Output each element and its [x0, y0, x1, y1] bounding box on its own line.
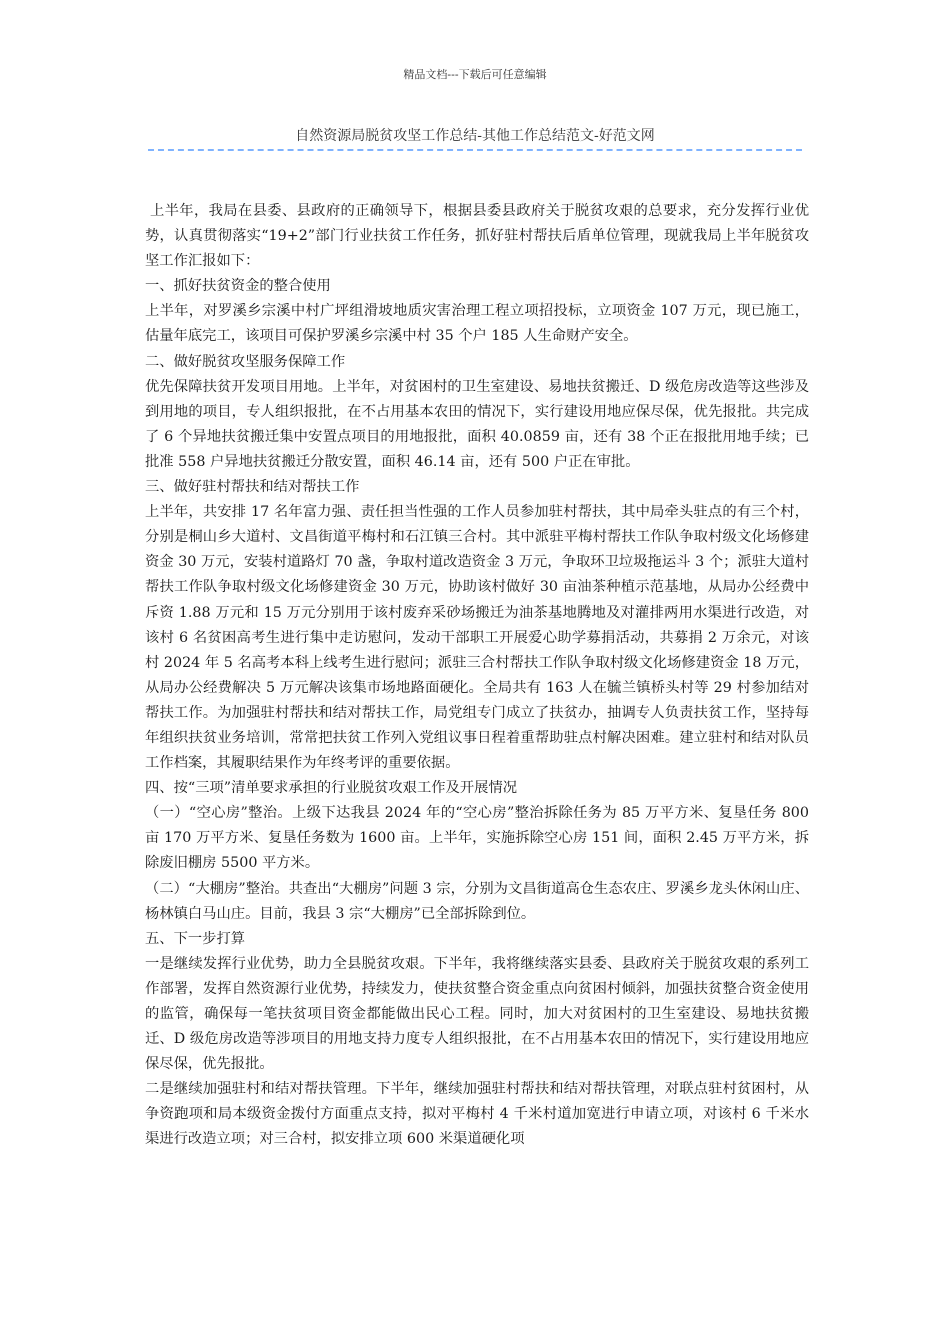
document-body — [145, 199, 809, 1153]
section-4-paragraph-b: （二）“大棚房”整治。共查出“大棚房”问题 3 宗，分别为文昌街道高仓生态农庄、罗溪乡龙头休闲山庄、杨林镇白马山庄。目前，我县 3 宗“大棚房”已全部拆除到位。 — [145, 880, 809, 922]
document-title: 自然资源局脱贫攻坚工作总结-其他工作总结范文-好范文网 — [295, 128, 655, 144]
section-heading-4: 四、按“三项”清单要求承担的行业脱贫攻艰工作及开展情况 — [145, 780, 518, 797]
section-heading-5: 五、下一步打算 — [145, 930, 246, 947]
title-divider — [148, 149, 802, 151]
section-5-paragraph-b: 二是继续加强驻村和结对帮扶管理。下半年，继续加强驻村帮扶和结对帮扶管理，对联点驻村贫困村，从争资跑项和局本级资金拨付方面重点支持，拟对平梅村 4 千米村道加宽进行申请立项，对该村 6 千米水渠进行改造立项；对三合村，拟安排立项 600 米渠道硬化项 — [145, 1081, 809, 1148]
section-4-paragraph-a: （一）“空心房”整治。上级下达我县 2024 年的“空心房”整治拆除任务为 85 万平方米、复垦任务 800 亩 170 万平方米、复垦任务数为 1600 亩。上半年，实施拆除空心房 151 间，面积 2.45 万平方米，拆除废旧棚房 5500 平方米。 — [145, 805, 809, 872]
section-2-paragraph: 优先保障扶贫开发项目用地。上半年，对贫困村的卫生室建设、易地扶贫搬迁、D 级危房改造等这些涉及到用地的项目，专人组织报批，在不占用基本农田的情况下，实行建设用地应保尽保，优先报批。共完成了 6 个异地扶贫搬迁集中安置点项目的用地报批，面积 40.0859 亩，还有 38 个正在报批用地手续；已批准 558 户异地扶贫搬迁分散安置，面积 46.14 亩，还有 500 户正在审批。 — [145, 378, 809, 470]
section-5-paragraph-a: 一是继续发挥行业优势，助力全县脱贫攻艰。下半年，我将继续落实县委、县政府关于脱贫攻艰的系列工作部署，发挥自然资源行业优势，持续发力，使扶贫整合资金重点向贫困村倾斜，加强扶贫整合资金使用的监管，确保每一笔扶贫项目资金都能做出民心工程。同时，加大对贫困村的卫生室建设、易地扶贫搬迁、D 级危房改造等涉项目的用地支持力度专人组织报批，在不占用基本农田的情况下，实行建设用地应保尽保，优先报批。 — [145, 955, 809, 1073]
section-3-paragraph: 上半年，共安排 17 名年富力强、责任担当性强的工作人员参加驻村帮扶，其中局牵头驻点的有三个村，分别是桐山乡大道村、文昌街道平梅村和石江镇三合村。其中派驻平梅村帮扶工作队争取村级文化场修建资金 30 万元，安装村道路灯 70 盏，争取村道改造资金 3 万元，争取环卫垃圾拖运斗 3 个；派驻大道村帮扶工作队争取村级文化场修建资金 30 万元，协助该村做好 30 亩油茶种植示范基地，从局办公经费中斥资 1.88 万元和 15 万元分别用于该村废弃采砂场搬迁为油茶基地腾地及对灌排两用水渠进行改造，对该村 6 名贫困高考生进行集中走访慰问，发动干部职工开展爱心助学募捐活动，共募捐 2 万余元，对该村 2024 年 5 名高考本科上线考生进行慰问；派驻三合村帮扶工作队争取村级文化场修建资金 18 万元，从局办公经费解决 5 万元解决该集市场地路面硬化。全局共有 163 人在毓兰镇桥头村等 29 村参加结对帮扶工作。为加强驻村帮扶和结对帮扶工作，局党组专门成立了扶贫办，抽调专人负责扶贫工作，坚持每年组织扶贫业务培训，常常把扶贫工作列入党组议事日程着重帮助驻点村解决困难。建立驻村和结对队员工作档案，其履职结果作为年终考评的重要依据。 — [145, 504, 809, 772]
section-heading-3: 三、做好驻村帮扶和结对帮扶工作 — [145, 479, 360, 496]
section-heading-2: 二、做好脱贫攻坚服务保障工作 — [145, 353, 346, 370]
header-note: 精品文档---下载后可任意编辑 — [403, 68, 547, 81]
section-heading-1: 一、抓好扶贫资金的整合使用 — [145, 278, 331, 295]
intro-paragraph: 上半年，我局在县委、县政府的正确领导下，根据县委县政府关于脱贫攻艰的总要求，充分发挥行业优势，认真贯彻落实“19+2”部门行业扶贫工作任务，抓好驻村帮扶后盾单位管理，现就我局上半年脱贫攻坚工作汇报如下： — [145, 203, 809, 270]
section-1-paragraph: 上半年，对罗溪乡宗溪中村广坪组滑坡地质灾害治理工程立项招投标，立项资金 107 万元，现已施工，估量年底完工，该项目可保护罗溪乡宗溪中村 35 个户 185 人生命财产安全。 — [145, 303, 809, 345]
